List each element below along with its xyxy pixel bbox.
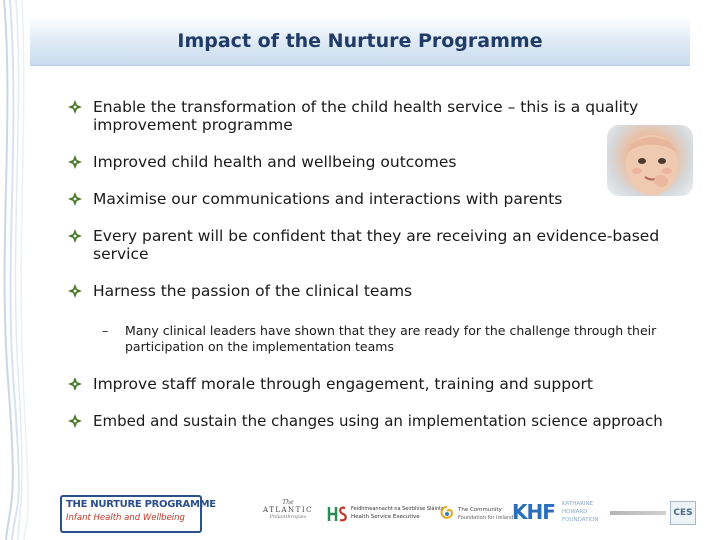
slide-title: Impact of the Nurture Programme <box>177 29 543 52</box>
diamond-leaf-icon <box>68 284 82 298</box>
diamond-leaf-icon <box>68 155 82 169</box>
atlantic-philanthropies-logo <box>256 499 320 531</box>
diamond-leaf-icon <box>68 100 82 114</box>
dash-marker: – <box>102 323 109 338</box>
bullet-text: Improve staff morale through engagement, training and support <box>93 375 594 393</box>
diamond-leaf-icon <box>68 377 82 391</box>
diamond-leaf-icon <box>68 414 82 428</box>
bullet-text: Every parent will be confident that they are receiving an evidence-based service <box>93 227 660 263</box>
bullet-item <box>68 227 688 263</box>
nurture-logo-line1: THE NURTURE PROGRAMME <box>66 499 216 510</box>
nurture-programme-logo <box>60 495 216 533</box>
sub-bullet-item <box>68 323 678 355</box>
khf-logo <box>512 499 604 531</box>
bullet-item <box>68 282 716 300</box>
logos-bar <box>60 493 700 537</box>
bullet-item <box>68 98 668 134</box>
bullet-item <box>68 153 716 171</box>
atlantic-logo-line2: ATLANTIC <box>263 506 313 514</box>
bullet-text: Maximise our communications and interactions with parents <box>93 190 563 208</box>
hse-logo <box>326 503 445 529</box>
community-logo-line2: Foundation for Ireland <box>458 515 514 521</box>
hse-logo-line2: Health Service Executive <box>351 514 420 520</box>
khf-logo-mark: KHF <box>512 500 555 524</box>
ces-logo <box>670 501 696 525</box>
bullet-item <box>68 412 716 430</box>
khf-logo-line3: FOUNDATION <box>562 517 599 523</box>
partner-strip-logo <box>610 511 666 515</box>
hse-mark-icon <box>326 503 348 525</box>
khf-logo-line1: KATHARINE <box>562 501 594 507</box>
atlantic-logo-line1: The <box>282 499 294 506</box>
hse-logo-line1: Feidhmeannacht na Seirbhíse Sláinte <box>351 506 445 512</box>
bullet-item <box>68 190 716 208</box>
ces-logo-mark: CES <box>673 508 693 518</box>
atlantic-logo-line3: Philanthropies <box>269 514 307 520</box>
khf-logo-line2: HOWARD <box>562 509 588 515</box>
nurture-logo-line2: Infant Health and Wellbeing <box>66 513 185 523</box>
bullet-text: Improved child health and wellbeing outcomes <box>93 153 457 171</box>
diamond-leaf-icon <box>68 229 82 243</box>
bullet-item <box>68 375 716 393</box>
community-foundation-logo <box>438 503 514 529</box>
swirl-icon <box>438 505 456 523</box>
bullet-text: Embed and sustain the changes using an implementation science approach <box>93 412 663 430</box>
sub-bullet-text: Many clinical leaders have shown that they are ready for the challenge through their participation on the implementation teams <box>125 323 657 354</box>
bullet-text: Enable the transformation of the child health service – this is a quality improvement programme <box>93 98 639 134</box>
decorative-left-stripes <box>0 0 30 540</box>
community-logo-line1: The Community <box>458 507 502 513</box>
bullet-list <box>68 98 716 430</box>
title-bar <box>30 16 690 66</box>
bullet-text: Harness the passion of the clinical teams <box>93 282 413 300</box>
diamond-leaf-icon <box>68 192 82 206</box>
